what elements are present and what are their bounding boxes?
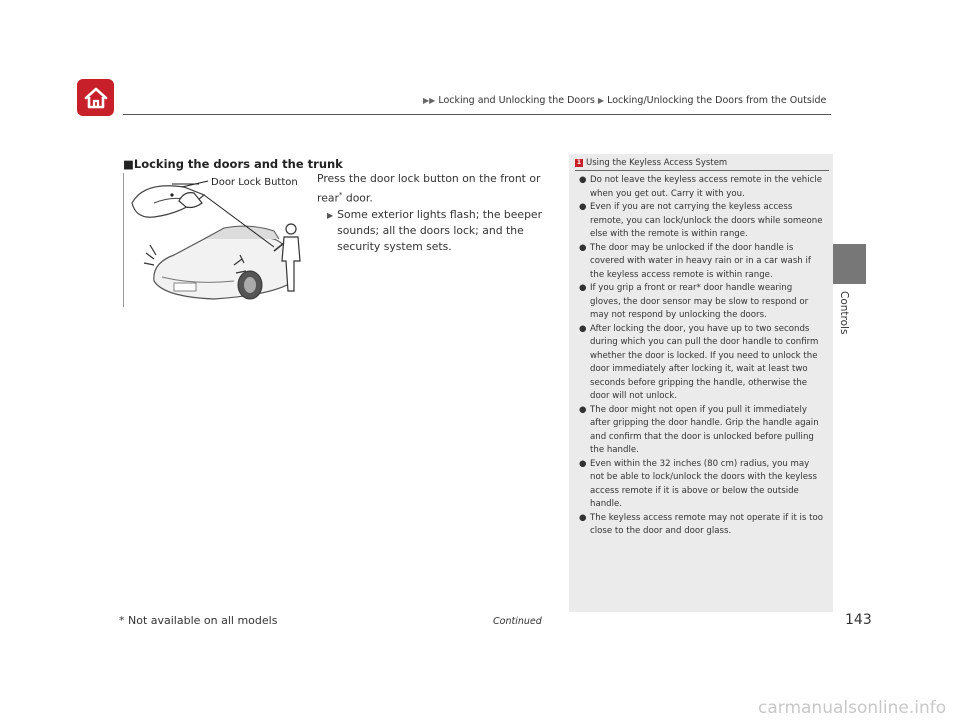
footnote: * Not available on all models xyxy=(119,614,278,627)
breadcrumb-item[interactable]: Locking and Unlocking the Doors xyxy=(438,95,595,106)
note-bullet: ● Even if you are not carrying the keyless access remote, you can lock/unlock the doors while someone else with the remote is within range. xyxy=(579,202,823,239)
side-tab-marker[interactable] xyxy=(832,244,866,284)
continued-label: Continued xyxy=(493,616,542,627)
side-tab-label: Controls xyxy=(838,291,850,335)
square-bullet-icon: ■ xyxy=(123,157,134,171)
note-bullet: ● After locking the door, you have up to two seconds during which you can pull the door handle to confirm whether the door is locked. If you need to unlock the door immediately after locking it, wait at least two seconds before gripping the handle, otherwise the door will not unlock. xyxy=(579,323,819,401)
watermark: carmanualsonline.info xyxy=(758,698,947,718)
note-bullet: ● Do not leave the keyless access remote in the vehicle when you get out. Carry it with you. xyxy=(579,175,823,199)
figure-callout-label: Door Lock Button xyxy=(211,177,298,188)
header-divider xyxy=(123,114,831,115)
note-title: 1 Using the Keyless Access System xyxy=(576,158,728,168)
home-icon xyxy=(83,86,109,110)
note-bullet: ● The keyless access remote may not operate if it is too close to the door and door glass. xyxy=(579,512,824,536)
page-number: 143 xyxy=(845,612,872,628)
note-list xyxy=(579,174,825,539)
note-bullet: ● The door might not open if you pull it immediately after gripping the door handle. Grip the handle again and confirm that the door is unlocked before pulling the handle. xyxy=(579,404,819,455)
instruction-text xyxy=(317,171,557,255)
note-divider xyxy=(575,170,829,171)
breadcrumb-arrow-icon: ▶▶ xyxy=(423,96,436,105)
instruction-line: rear* door. xyxy=(317,191,373,205)
breadcrumb-arrow-icon: ▶ xyxy=(597,96,605,105)
note-bullet: ● If you grip a front or rear* door handle wearing gloves, the door sensor may be slow to respond or may not respond by unlocking the doors. xyxy=(579,283,809,320)
home-button[interactable] xyxy=(77,79,114,116)
note-number-badge: 1 xyxy=(576,159,582,166)
car-lock-illustration xyxy=(123,173,304,307)
note-bullet: ● The door may be unlocked if the door handle is covered with water in heavy rain or in a car wash if the keyless access remote is within range. xyxy=(579,242,811,280)
breadcrumb xyxy=(423,95,826,106)
section-heading: ■Locking the doors and the trunk xyxy=(123,157,343,171)
note-bullet: ● Even within the 32 inches (80 cm) radius, you may not be able to lock/unlock the doors with the keyless access remote if it is above or below the outside handle. xyxy=(579,458,817,509)
result-item: ▶ Some exterior lights flash; the beeper sounds; all the doors lock; and the security system sets. xyxy=(327,207,543,253)
result-arrow-icon: ▶ xyxy=(327,210,334,220)
instruction-line: Press the door lock button on the front or xyxy=(317,172,541,185)
breadcrumb-item[interactable]: Locking/Unlocking the Doors from the Outside xyxy=(607,95,827,106)
